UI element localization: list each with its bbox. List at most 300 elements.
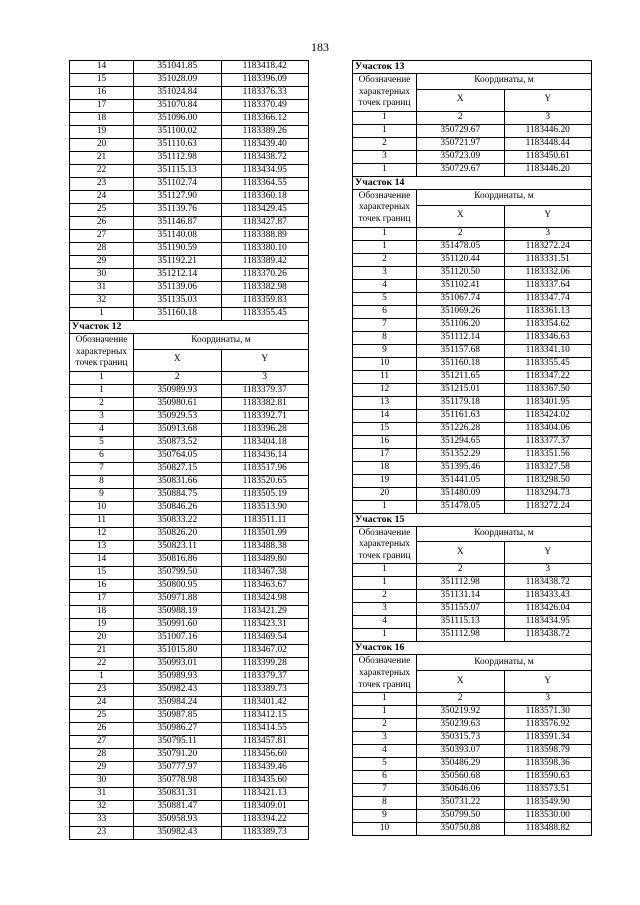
point-number-cell: 1 (353, 227, 417, 240)
point-number-cell: 3 (353, 266, 417, 279)
table-row (353, 124, 592, 137)
table-row (70, 87, 309, 100)
x-coordinate-cell: 350958.93 (134, 813, 222, 826)
x-coordinate-cell: 351110.63 (134, 139, 222, 152)
table-row (70, 100, 309, 113)
table-row (353, 784, 592, 797)
table-row (353, 448, 592, 461)
table-row (70, 709, 309, 722)
section-title: Участок 16 (353, 642, 592, 655)
point-number-cell: 8 (353, 331, 417, 344)
table-row (70, 61, 309, 74)
y-coordinate-cell: 1183434.95 (221, 165, 309, 178)
x-coordinate-cell: 2 (134, 371, 222, 384)
point-number-cell: 25 (70, 709, 134, 722)
y-coordinate-cell: 1183488.38 (221, 540, 309, 553)
y-coordinate-cell: 1183396.28 (221, 423, 309, 436)
table-row (70, 152, 309, 165)
y-coordinate-cell: 3 (504, 111, 592, 124)
x-coordinate-cell: 350731.22 (417, 797, 505, 810)
x-coordinate-cell: 350799.50 (134, 566, 222, 579)
x-coordinate-cell: 351069.26 (417, 305, 505, 318)
y-coordinate-cell: 1183511.11 (221, 514, 309, 527)
y-header: Y (504, 205, 592, 227)
y-coordinate-cell: 1183327.58 (504, 461, 592, 474)
y-coordinate-cell: 1183298.50 (504, 474, 592, 487)
table-row (70, 748, 309, 761)
table-row (70, 540, 309, 553)
point-number-cell: 1 (353, 564, 417, 577)
x-coordinate-cell: 350750.88 (417, 823, 505, 836)
table-row (353, 487, 592, 500)
y-coordinate-cell: 1183576.92 (504, 719, 592, 732)
x-coordinate-cell: 350315.73 (417, 732, 505, 745)
table-row (70, 243, 309, 256)
section-title-row (353, 642, 592, 655)
y-coordinate-cell: 1183389.26 (221, 126, 309, 139)
point-number-cell: 19 (70, 126, 134, 139)
table-row (70, 566, 309, 579)
y-coordinate-cell: 1183392.71 (221, 410, 309, 423)
y-coordinate-cell: 1183435.60 (221, 774, 309, 787)
point-number-cell: 30 (70, 774, 134, 787)
x-coordinate-cell: 351157.68 (417, 344, 505, 357)
table-row (70, 800, 309, 813)
y-coordinate-cell: 1183388.89 (221, 230, 309, 243)
point-number-cell: 1 (353, 124, 417, 137)
y-coordinate-cell: 1183272.24 (504, 240, 592, 253)
x-coordinate-cell: 350980.61 (134, 397, 222, 410)
section-title: Участок 13 (353, 61, 592, 74)
point-number-cell: 1 (70, 308, 134, 321)
header-row (353, 74, 592, 90)
coordinates-header: Координаты, м (134, 334, 309, 350)
y-coordinate-cell: 1183513.90 (221, 501, 309, 514)
point-number-cell: 28 (70, 748, 134, 761)
point-number-cell: 4 (353, 616, 417, 629)
point-number-cell: 6 (353, 305, 417, 318)
point-label-header: Обозначение характерных точек границ (353, 189, 417, 227)
y-coordinate-cell: 1183377.37 (504, 435, 592, 448)
table-row (353, 292, 592, 305)
x-coordinate-cell: 351161.63 (417, 409, 505, 422)
point-number-cell: 10 (70, 501, 134, 514)
y-coordinate-cell: 1183489.80 (221, 553, 309, 566)
x-coordinate-cell: 350721.97 (417, 137, 505, 150)
table-row (70, 488, 309, 501)
table-row (353, 163, 592, 176)
x-coordinate-cell: 351155.07 (417, 603, 505, 616)
header-row (70, 334, 309, 350)
table-row (353, 266, 592, 279)
x-coordinate-cell: 351112.98 (417, 577, 505, 590)
table-row (70, 410, 309, 423)
y-coordinate-cell: 1183433.43 (504, 590, 592, 603)
point-number-cell: 22 (70, 657, 134, 670)
y-header: Y (504, 89, 592, 111)
y-coordinate-cell: 1183382.98 (221, 282, 309, 295)
x-coordinate-cell: 350560.68 (417, 771, 505, 784)
table-row (70, 165, 309, 178)
x-coordinate-cell: 350778.98 (134, 774, 222, 787)
x-coordinate-cell: 351139.76 (134, 204, 222, 217)
point-number-cell: 21 (70, 152, 134, 165)
table-row (70, 670, 309, 683)
y-coordinate-cell: 1183272.24 (504, 500, 592, 513)
y-coordinate-cell: 1183549.90 (504, 797, 592, 810)
x-coordinate-cell: 350800.95 (134, 579, 222, 592)
x-coordinate-cell: 350989.93 (134, 670, 222, 683)
y-coordinate-cell: 1183438.72 (221, 152, 309, 165)
coordinates-table-left (69, 60, 309, 840)
point-number-cell: 9 (70, 488, 134, 501)
y-coordinate-cell: 3 (221, 371, 309, 384)
x-coordinate-cell: 351028.09 (134, 74, 222, 87)
point-number-cell: 20 (70, 631, 134, 644)
x-coordinate-cell: 351226.28 (417, 422, 505, 435)
point-number-cell: 1 (70, 371, 134, 384)
y-header: Y (221, 349, 309, 371)
x-coordinate-cell: 351140.08 (134, 230, 222, 243)
point-number-cell: 27 (70, 735, 134, 748)
x-coordinate-cell: 351106.20 (417, 318, 505, 331)
table-row (70, 204, 309, 217)
y-coordinate-cell: 1183370.26 (221, 269, 309, 282)
table-row (353, 357, 592, 370)
y-coordinate-cell: 1183505.19 (221, 488, 309, 501)
section-title-row (353, 61, 592, 74)
x-coordinate-cell: 2 (417, 693, 505, 706)
point-number-cell: 6 (70, 449, 134, 462)
x-coordinate-cell: 351115.13 (134, 165, 222, 178)
column-index-row (353, 111, 592, 124)
point-number-cell: 18 (70, 605, 134, 618)
x-coordinate-cell: 351112.98 (417, 629, 505, 642)
section-title-row (70, 321, 309, 334)
point-number-cell: 17 (70, 100, 134, 113)
y-coordinate-cell: 1183434.95 (504, 616, 592, 629)
table-row (70, 139, 309, 152)
y-coordinate-cell: 1183355.45 (221, 308, 309, 321)
y-coordinate-cell: 1183598.79 (504, 745, 592, 758)
y-coordinate-cell: 1183517.96 (221, 462, 309, 475)
x-header: X (417, 671, 505, 693)
y-coordinate-cell: 1183469.54 (221, 631, 309, 644)
y-coordinate-cell: 1183573.51 (504, 784, 592, 797)
table-row (70, 74, 309, 87)
table-row (353, 810, 592, 823)
y-coordinate-cell: 1183394.22 (221, 813, 309, 826)
y-coordinate-cell: 1183399.28 (221, 657, 309, 670)
y-coordinate-cell: 1183463.67 (221, 579, 309, 592)
x-coordinate-cell: 351441.05 (417, 474, 505, 487)
x-coordinate-cell: 350729.67 (417, 163, 505, 176)
table-row (70, 592, 309, 605)
point-number-cell: 29 (70, 761, 134, 774)
column-index-row (70, 371, 309, 384)
x-coordinate-cell: 350827.15 (134, 462, 222, 475)
y-coordinate-cell: 1183359.83 (221, 295, 309, 308)
table-row (70, 579, 309, 592)
point-number-cell: 12 (353, 383, 417, 396)
y-coordinate-cell: 1183424.98 (221, 592, 309, 605)
y-coordinate-cell: 1183467.02 (221, 644, 309, 657)
x-coordinate-cell: 2 (417, 227, 505, 240)
y-coordinate-cell: 1183370.49 (221, 100, 309, 113)
table-row (70, 696, 309, 709)
table-row (353, 745, 592, 758)
coordinates-table-right (352, 60, 592, 836)
x-coordinate-cell: 2 (417, 564, 505, 577)
x-coordinate-cell: 350486.29 (417, 758, 505, 771)
y-coordinate-cell: 1183376.33 (221, 87, 309, 100)
x-coordinate-cell: 350982.43 (134, 683, 222, 696)
y-coordinate-cell: 1183360.18 (221, 191, 309, 204)
y-coordinate-cell: 1183446.20 (504, 163, 592, 176)
point-number-cell: 12 (70, 527, 134, 540)
point-number-cell: 16 (353, 435, 417, 448)
x-coordinate-cell: 351139.06 (134, 282, 222, 295)
x-coordinate-cell: 350393.07 (417, 745, 505, 758)
x-coordinate-cell: 350987.85 (134, 709, 222, 722)
section-title-row (353, 513, 592, 526)
x-coordinate-cell: 351131.14 (417, 590, 505, 603)
y-coordinate-cell: 1183412.15 (221, 709, 309, 722)
point-number-cell: 2 (353, 253, 417, 266)
x-coordinate-cell: 351190.59 (134, 243, 222, 256)
table-row (70, 191, 309, 204)
x-coordinate-cell: 351480.09 (417, 487, 505, 500)
table-row (353, 344, 592, 357)
table-row (353, 383, 592, 396)
point-number-cell: 14 (70, 61, 134, 74)
header-row (353, 655, 592, 671)
point-number-cell: 5 (70, 436, 134, 449)
point-number-cell: 7 (353, 784, 417, 797)
y-coordinate-cell: 1183520.65 (221, 475, 309, 488)
point-number-cell: 1 (353, 500, 417, 513)
point-number-cell: 1 (70, 384, 134, 397)
point-number-cell: 11 (70, 514, 134, 527)
table-row (353, 396, 592, 409)
table-row (353, 240, 592, 253)
y-coordinate-cell: 1183456.60 (221, 748, 309, 761)
x-coordinate-cell: 350846.26 (134, 501, 222, 514)
x-coordinate-cell: 351120.50 (417, 266, 505, 279)
table-row (70, 683, 309, 696)
coordinates-header: Координаты, м (417, 655, 592, 671)
x-coordinate-cell: 351160.18 (417, 357, 505, 370)
table-row (353, 771, 592, 784)
point-label-header: Обозначение характерных точек границ (353, 74, 417, 112)
table-row (70, 113, 309, 126)
point-number-cell: 2 (70, 397, 134, 410)
point-number-cell: 31 (70, 282, 134, 295)
point-number-cell: 15 (70, 566, 134, 579)
table-row (70, 501, 309, 514)
point-number-cell: 30 (70, 269, 134, 282)
y-coordinate-cell: 3 (504, 693, 592, 706)
table-row (353, 590, 592, 603)
point-number-cell: 5 (353, 758, 417, 771)
x-coordinate-cell: 350831.66 (134, 475, 222, 488)
table-row (70, 178, 309, 191)
x-coordinate-cell: 350723.09 (417, 150, 505, 163)
x-coordinate-cell: 350986.27 (134, 722, 222, 735)
section-title: Участок 14 (353, 176, 592, 189)
header-row (353, 526, 592, 542)
y-coordinate-cell: 1183332.06 (504, 266, 592, 279)
table-row (353, 823, 592, 836)
point-label-header: Обозначение характерных точек границ (70, 334, 134, 372)
y-coordinate-cell: 1183421.13 (221, 787, 309, 800)
point-number-cell: 7 (353, 318, 417, 331)
point-number-cell: 27 (70, 230, 134, 243)
table-row (70, 423, 309, 436)
y-coordinate-cell: 1183488.82 (504, 823, 592, 836)
x-header: X (417, 205, 505, 227)
y-coordinate-cell: 1183571.30 (504, 706, 592, 719)
x-coordinate-cell: 350988.19 (134, 605, 222, 618)
table-row (353, 150, 592, 163)
table-row (353, 137, 592, 150)
x-coordinate-cell: 351067.74 (417, 292, 505, 305)
point-number-cell: 5 (353, 292, 417, 305)
point-number-cell: 20 (70, 139, 134, 152)
y-coordinate-cell: 1183448.44 (504, 137, 592, 150)
column-index-row (353, 693, 592, 706)
x-coordinate-cell: 351102.74 (134, 178, 222, 191)
point-number-cell: 9 (353, 810, 417, 823)
x-coordinate-cell: 350993.01 (134, 657, 222, 670)
table-row (353, 616, 592, 629)
y-coordinate-cell: 1183364.55 (221, 178, 309, 191)
point-number-cell: 1 (353, 111, 417, 124)
table-row (70, 618, 309, 631)
y-coordinate-cell: 1183354.62 (504, 318, 592, 331)
x-coordinate-cell: 350826.20 (134, 527, 222, 540)
table-row (353, 732, 592, 745)
point-number-cell: 26 (70, 217, 134, 230)
page-number: 183 (311, 40, 329, 54)
y-coordinate-cell: 3 (504, 227, 592, 240)
x-coordinate-cell: 351120.44 (417, 253, 505, 266)
y-coordinate-cell: 1183404.18 (221, 436, 309, 449)
x-coordinate-cell: 351146.87 (134, 217, 222, 230)
point-number-cell: 6 (353, 771, 417, 784)
point-number-cell: 1 (353, 706, 417, 719)
point-number-cell: 1 (353, 629, 417, 642)
point-number-cell: 19 (353, 474, 417, 487)
table-row (353, 629, 592, 642)
table-row (70, 553, 309, 566)
y-coordinate-cell: 1183501.99 (221, 527, 309, 540)
point-label-header: Обозначение характерных точек границ (353, 526, 417, 564)
y-coordinate-cell: 1183401.95 (504, 396, 592, 409)
point-number-cell: 14 (353, 409, 417, 422)
point-number-cell: 3 (353, 603, 417, 616)
table-row (70, 126, 309, 139)
x-coordinate-cell: 350982.43 (134, 826, 222, 839)
y-coordinate-cell: 1183389.73 (221, 826, 309, 839)
table-row (353, 370, 592, 383)
table-row (70, 774, 309, 787)
point-number-cell: 14 (70, 553, 134, 566)
point-number-cell: 3 (70, 410, 134, 423)
y-coordinate-cell: 1183367.50 (504, 383, 592, 396)
x-coordinate-cell: 350729.67 (417, 124, 505, 137)
y-coordinate-cell: 1183331.51 (504, 253, 592, 266)
x-coordinate-cell: 350799.50 (417, 810, 505, 823)
table-row (70, 722, 309, 735)
table-row (70, 217, 309, 230)
y-coordinate-cell: 1183598.36 (504, 758, 592, 771)
table-row (353, 706, 592, 719)
y-coordinate-cell: 1183427.87 (221, 217, 309, 230)
x-coordinate-cell: 351192.21 (134, 256, 222, 269)
y-coordinate-cell: 1183379.37 (221, 670, 309, 683)
x-coordinate-cell: 351294.65 (417, 435, 505, 448)
point-number-cell: 1 (353, 163, 417, 176)
table-row (353, 253, 592, 266)
x-coordinate-cell: 351015.80 (134, 644, 222, 657)
x-coordinate-cell: 350831.31 (134, 787, 222, 800)
section-title: Участок 12 (70, 321, 309, 334)
x-coordinate-cell: 350833.22 (134, 514, 222, 527)
x-coordinate-cell: 351115.13 (417, 616, 505, 629)
point-number-cell: 29 (70, 256, 134, 269)
y-coordinate-cell: 1183591.34 (504, 732, 592, 745)
y-coordinate-cell: 1183438.72 (504, 577, 592, 590)
x-coordinate-cell: 351070.84 (134, 100, 222, 113)
y-coordinate-cell: 1183426.04 (504, 603, 592, 616)
y-header: Y (504, 542, 592, 564)
x-coordinate-cell: 351478.05 (417, 500, 505, 513)
y-coordinate-cell: 1183346.63 (504, 331, 592, 344)
section-title-row (353, 176, 592, 189)
y-coordinate-cell: 1183351.56 (504, 448, 592, 461)
y-coordinate-cell: 1183389.42 (221, 256, 309, 269)
table-row (353, 461, 592, 474)
table-row (70, 761, 309, 774)
x-coordinate-cell: 350881.47 (134, 800, 222, 813)
y-coordinate-cell: 1183423.31 (221, 618, 309, 631)
point-number-cell: 3 (353, 732, 417, 745)
point-number-cell: 11 (353, 370, 417, 383)
table-row (353, 435, 592, 448)
x-coordinate-cell: 350913.68 (134, 423, 222, 436)
x-coordinate-cell: 350989.93 (134, 384, 222, 397)
table-row (70, 813, 309, 826)
point-number-cell: 24 (70, 191, 134, 204)
point-number-cell: 18 (70, 113, 134, 126)
x-coordinate-cell: 350816.86 (134, 553, 222, 566)
point-number-cell: 17 (70, 592, 134, 605)
point-number-cell: 19 (70, 618, 134, 631)
x-coordinate-cell: 350239.63 (417, 719, 505, 732)
y-coordinate-cell: 1183361.13 (504, 305, 592, 318)
table-row (353, 758, 592, 771)
point-number-cell: 4 (353, 279, 417, 292)
x-coordinate-cell: 350646.06 (417, 784, 505, 797)
table-row (353, 474, 592, 487)
x-coordinate-cell: 350984.24 (134, 696, 222, 709)
table-row (70, 657, 309, 670)
table-row (70, 514, 309, 527)
y-coordinate-cell: 1183337.64 (504, 279, 592, 292)
table-row (70, 462, 309, 475)
point-number-cell: 1 (70, 670, 134, 683)
